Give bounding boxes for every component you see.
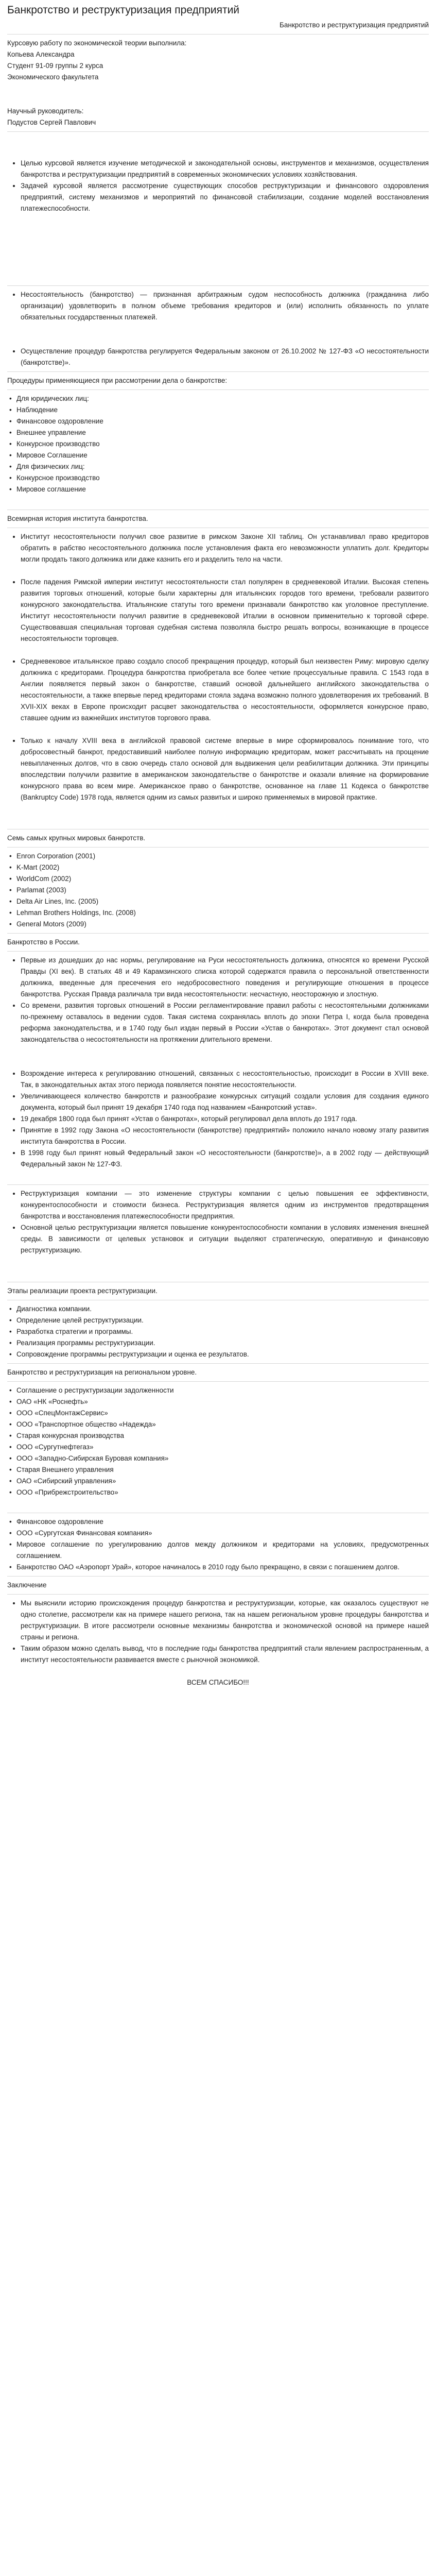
restructuring-item: • Реструктуризация компании — это изменение структуры компании с целью повышения ее эффективности, конкурентоспособности и стоимости бизнеса. Реструктуризация является одним из инструментов предотвращения банкротства и восстановления платежеспособности предприятия. <box>21 1188 429 1222</box>
russia-item: • Со времени, развития торговых отношений в России регламентирование правил работы с несостоятельными должниками по-прежнему оставалось в ведении судов. Такая система сохранялась вплоть до эпохи Петра I, когда была проведена реформа законодательства, и в 1740 году был издан первый в России «Устав о банкротах». Этот документ стал основой законодательства о несостоятельности на протяжении длительного времени. <box>21 1000 429 1045</box>
stages-list <box>7 1303 429 1360</box>
divider <box>7 847 429 848</box>
divider <box>7 34 429 35</box>
supervisor-line: Подустов Сергей Павлович <box>7 118 96 126</box>
divider <box>7 1363 429 1364</box>
big-list-heading: Семь самых крупных мировых банкротств. <box>7 834 146 842</box>
bankruptcies-list <box>7 851 429 930</box>
divider <box>7 1184 429 1185</box>
history-list-4 <box>7 735 429 803</box>
thanks-text: ВСЕМ СПАСИБО!!! <box>187 1679 249 1686</box>
conclusion-list <box>7 1598 429 1666</box>
intro-list <box>7 158 429 214</box>
stage-item: • Реализация программы реструктуризации. <box>16 1337 429 1349</box>
regional-list <box>7 1385 429 1498</box>
regional-detail-item: • ООО «Сургутская Финансовая компания» <box>16 1528 429 1539</box>
supervisor-line: Научный руководитель: <box>7 107 84 115</box>
divider <box>7 371 429 372</box>
procedure-item: • Мировое соглашение <box>16 484 429 495</box>
russia-item: • 19 декабря 1800 года был принят «Устав о банкротах», который регулировал дела вплоть до 1917 года. <box>21 1113 429 1125</box>
stage-item: • Определение целей реструктуризации. <box>16 1315 429 1326</box>
procedure-item: • Финансовое оздоровление <box>16 416 429 427</box>
history-item: • После падения Римской империи институт несостоятельности стал популярен в средневековой Италии. Высокая степень развития торговых отношений, которые были характерны для итальянских городов того времени, требовали развитого конкурсного законодательства. Итальянские статуты того времени признавали банкротство как уголовное преступление. Институт несостоятельности получил развитие в средневековой Италии в основном применительно к торговой сфере. Существовавшая специальная торговая судебная система позволяла быстро решать вопросы, возникающие в процессе несостоятельности торговцев. <box>21 577 429 645</box>
divider <box>7 285 429 286</box>
author-line: Копьева Александра <box>7 50 75 58</box>
page-title: Банкротство и реструктуризация предприятий <box>7 4 240 16</box>
regional-item: • ООО «Сургутнефтегаз» <box>16 1442 429 1453</box>
stage-item: • Разработка стратегии и программы. <box>16 1326 429 1337</box>
regional-item: • Старая Внешнего управления <box>16 1464 429 1476</box>
definition-list <box>7 289 429 323</box>
regional-detail-item: • Финансовое оздоровление <box>16 1516 429 1528</box>
bankruptcy-item: • General Motors (2009) <box>16 919 429 930</box>
stage-item: • Сопровождение программы реструктуризации и оценка ее результатов. <box>16 1349 429 1360</box>
author-line: Экономического факультета <box>7 73 99 81</box>
restructuring-item: • Основной целью реструктуризации является повышение конкурентоспособности компании в условиях изменения внешней среды. В зависимости от целевых установок и ситуации выделяют стратегическую, оперативную и финансовую реструктуризацию. <box>21 1222 429 1256</box>
history-list-3 <box>7 656 429 724</box>
regional-item: • Соглашение о реструктуризации задолженности <box>16 1385 429 1396</box>
russia-item: • Первые из дошедших до нас нормы, регулирование на Руси несостоятельность должника, относятся ко времени Русской Правды (XI век). В статьях 48 и 49 Карамзинского списка которой содержатся правила о персональной ответственности должника, введенные для пресечения его недобросовестного поведения и регулирующие отношения в процессе банкротства. Русская Правда различала три вида несостоятельности: несчастную, неосторожную и злостную. <box>21 955 429 1000</box>
history-list <box>7 531 429 565</box>
regional-heading: Банкротство и реструктуризация на региональном уровне. <box>7 1368 197 1376</box>
procedure-item: • Внешнее управление <box>16 427 429 438</box>
procedure-item: • Мировое Соглашение <box>16 450 429 461</box>
regional-item: • ООО «Западно-Сибирская Буровая компания» <box>16 1453 429 1464</box>
regional-item: • Старая конкурсная производства <box>16 1430 429 1442</box>
history-item: • Институт несостоятельности получил свое развитие в римском Законе XII таблиц. Он устанавливал право кредиторов обратить в рабство несостоятельного должника после установления факта его невозможности уплатить долг. Кредиторы могли продать такого должника или даже казнить его и разделить тело на части. <box>21 531 429 565</box>
conclusion-item: • Мы выяснили историю происхождения процедур банкротства и реструктуризации, которые, как оказалось существуют не одно столетие, рассмотрели как на примере нашего региона, так на нашем региональном уровне процедуры банкротства и реструктуризации. В итоге рассмотрели основные механизмы банкротства и экономической основой на примере нашей страны и региона. <box>21 1598 429 1643</box>
definition-item: • Несостоятельность (банкротство) — признанная арбитражным судом неспособность должника (гражданина либо организации) удовлетворить в полном объеме требования кредиторов и (или) исполнить обязанность по уплате обязательных государственных платежей. <box>21 289 429 323</box>
russia-heading: Банкротство в России. <box>7 938 80 946</box>
russia-item: • Возрождение интереса к регулированию отношений, связанных с несостоятельностью, происходит в России в XVIII веке. Так, в законодательных актах этого периода появляется понятие несостоятельности. <box>21 1068 429 1091</box>
intro-item: • Задачей курсовой является рассмотрение существующих способов реструктуризации и финансового оздоровления предприятий, систему механизмов и мероприятий по финансовой стабилизации, создание моделей восстановления платежеспособности. <box>21 180 429 214</box>
conclusion-item: • Таким образом можно сделать вывод, что в последние годы банкротства предприятий стали явлением распространенным, а институт несостоятельности развивается вместе с рыночной экономикой. <box>21 1643 429 1666</box>
header-right: Банкротство и реструктуризация предприятий <box>280 21 429 29</box>
stages-heading: Этапы реализации проекта реструктуризации. <box>7 1287 158 1295</box>
russia-item: • В 1998 году был принят новый Федеральный закон «О несостоятельности (банкротстве)», а в 2002 году — действующий Федеральный закон № 127-ФЗ. <box>21 1147 429 1170</box>
russia-list-2 <box>7 1068 429 1170</box>
bankruptcy-item: • K-Mart (2002) <box>16 862 429 873</box>
russia-item: • Принятие в 1992 году Закона «О несостоятельности (банкротстве) предприятий» положило начало новому этапу развития института банкротства в России. <box>21 1125 429 1147</box>
author-line: Студент 91-09 группы 2 курса <box>7 62 103 70</box>
history-item: • Только к началу XVIII века в английской правовой системе впервые в мире сформировалось понимание того, что добросовестный банкрот, предоставивший наиболее полную информацию кредиторам, может рассчитывать на прощение невыплаченных долгов, что в свою очередь стало основой для выдвижения цели реабилитации должника. Эти принципы впоследствии получили развитие в американском законодательстве о банкротстве и оказали влияние на формирование конкурсного права во всем мире. Американское право о банкротстве, основанное на главе 11 Кодекса о банкротстве (Bankruptcy Code) 1978 года, является одним из самых развитых и широко применяемых в мировой практике. <box>21 735 429 803</box>
definition-list-2 <box>7 346 429 368</box>
bankruptcy-item: • Delta Air Lines, Inc. (2005) <box>16 896 429 907</box>
divider <box>7 951 429 952</box>
divider <box>7 389 429 390</box>
procedure-item: • Для юридических лиц: <box>16 393 429 404</box>
russia-item: • Увеличивающееся количество банкротств и разнообразие конкурсных ситуаций создали условия для создания единого документа, который был принят 19 декабря 1740 года под названием «Банкротский устав». <box>21 1091 429 1113</box>
history-item: • Средневековое итальянское право создало способ прекращения процедур, который был неизвестен Риму: мировую сделку должника с кредиторами. Процедура банкротства приобретала все более четкие процессуальные правила. С 1543 года в Англии появляется первый закон о банкротстве, ставший основой дальнейшего английского законодательства о несостоятельности, а также впервые перед кредиторами стояла задача возможно полного удовлетворения их требований. В XVII-XIX веках в Европе происходит расцвет законодательства о несостоятельности, оформляется конкурсное право, ставшее одним из важнейших институтов торгового права. <box>21 656 429 724</box>
regional-detail-item: • Банкротство ОАО «Аэропорт Урай», которое начиналось в 2010 году было прекращено, в связи с погашением долгов. <box>16 1562 429 1573</box>
regional-detail-item: • Мировое соглашение по урегулированию долгов между должником и кредиторами на условиях, предусмотренных соглашением. <box>16 1539 429 1562</box>
conclusion-heading: Заключение <box>7 1581 47 1589</box>
regional-details-list <box>7 1516 429 1573</box>
russia-list <box>7 955 429 1045</box>
author-line: Курсовую работу по экономической теории выполнила: <box>7 39 187 47</box>
divider <box>7 1594 429 1595</box>
divider <box>7 1576 429 1577</box>
procedure-item: • Конкурсное производство <box>16 438 429 450</box>
divider <box>7 933 429 934</box>
procedures-heading: Процедуры применяющиеся при рассмотрении дела о банкротстве: <box>7 377 228 384</box>
history-list-2 <box>7 577 429 645</box>
procedure-item: • Для физических лиц: <box>16 461 429 472</box>
intro-item: • Целью курсовой является изучение методической и законодательной основы, инструментов и механизмов, осуществления банкротства и реструктуризации предприятий в современных экономических условиях хозяйствования. <box>21 158 429 180</box>
stage-item: • Диагностика компании. <box>16 1303 429 1315</box>
regional-item: • ООО «Прибрежстроительство» <box>16 1487 429 1498</box>
regional-item: • ОАО «НК «Роснефть» <box>16 1396 429 1408</box>
bankruptcy-item: • WorldCom (2002) <box>16 873 429 885</box>
definition-item: • Осуществление процедур банкротства регулируется Федеральным законом от 26.10.2002 № 127-ФЗ «О несостоятельности (банкротстве)». <box>21 346 429 368</box>
bankruptcy-item: • Parlamat (2003) <box>16 885 429 896</box>
supervisor-block <box>7 106 429 128</box>
regional-item: • ООО «Транспортное общество «Надежда» <box>16 1419 429 1430</box>
procedure-item: • Конкурсное производство <box>16 472 429 484</box>
bankruptcy-item: • Lehman Brothers Holdings, Inc. (2008) <box>16 907 429 919</box>
divider <box>7 131 429 132</box>
regional-item: • ОАО «Сибирский управления» <box>16 1476 429 1487</box>
procedures-list <box>7 393 429 495</box>
restructuring-list <box>7 1188 429 1256</box>
history-heading: Всемирная история института банкротства. <box>7 515 148 522</box>
divider <box>7 1381 429 1382</box>
author-block <box>7 38 429 83</box>
regional-item: • ООО «СпецМонтажСервис» <box>16 1408 429 1419</box>
procedure-item: • Наблюдение <box>16 404 429 416</box>
bankruptcy-item: • Enron Corporation (2001) <box>16 851 429 862</box>
